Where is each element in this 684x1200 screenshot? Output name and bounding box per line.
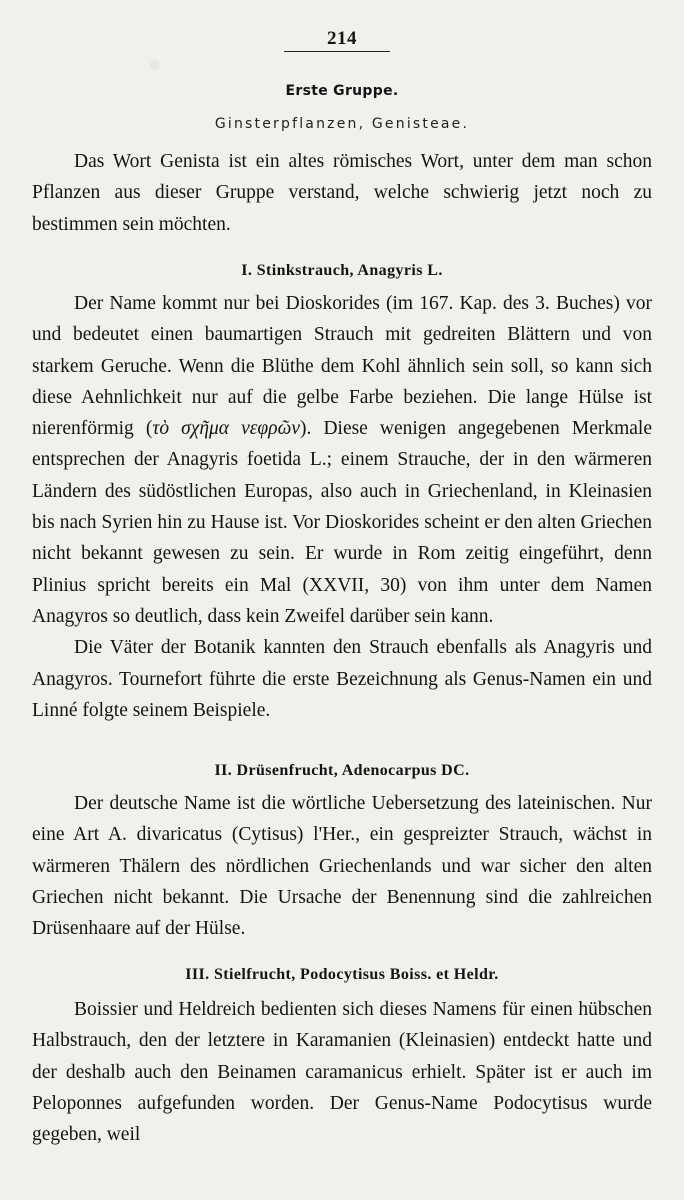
- greek-quote: τὸ σχῆμα νεφρῶν: [152, 418, 301, 440]
- section-1-body: [32, 288, 652, 726]
- paper-stain: [150, 60, 160, 70]
- section-heading-2: II. Drüsenfrucht, Adenocarpus DC.: [214, 762, 470, 779]
- intro-text: Das Wort Genista ist ein altes römisches Wort, unter dem man schon Pflanzen aus dieser Gruppe verstand, welche schwierig jetzt noch zu bestimmen sein möchten.: [32, 151, 652, 235]
- group-title: Erste Gruppe.: [285, 83, 399, 99]
- section-3-paragraph-1: Boissier und Heldreich bedienten sich dieses Namens für einen hübschen Halbstrauch, den der letztere in Karamanien (Kleinasien) entdeckt hatte und der deshalb auch den Beinamen caramanicus erhielt. Später ist er auch im Peloponnes aufgefunden worden. Der Genus-Name Podocytisus wurde gegeben, weil: [32, 999, 652, 1146]
- section-1-paragraph-2: Die Väter der Botanik kannten den Strauch ebenfalls als Anagyris und Anagyros. Tournefort führte die erste Bezeichnung als Genus-Namen ein und Linné folgte seinem Beispiele.: [32, 637, 652, 721]
- section-heading-3: III. Stielfrucht, Podocytisus Boiss. et Heldr.: [185, 966, 499, 983]
- section-3-body: [32, 994, 652, 1150]
- section-2-paragraph-1: Der deutsche Name ist die wörtliche Uebersetzung des lateinischen. Nur eine Art A. divaricatus (Cytisus) l'Her., ein gespreizter Strauch, wächst in wärmeren Thälern des nördlichen Griechenlands und war sicher den alten Griechen nicht bekannt. Die Ursache der Benennung sind die zahlreichen Drüsenhaare auf der Hülse.: [32, 793, 652, 940]
- group-subtitle: Ginsterpflanzen, Genisteae.: [214, 116, 470, 132]
- intro-paragraph: [32, 146, 652, 240]
- section-heading-1: I. Stinkstrauch, Anagyris L.: [241, 262, 443, 279]
- header-rule: [284, 51, 390, 52]
- section-1-paragraph-1: Der Name kommt nur bei Dioskorides (im 167. Kap. des 3. Buches) vor und bedeutet einen baumartigen Strauch mit gedreiten Blättern und von starkem Geruche. Wenn die Blüthe dem Kohl ähnlich sein soll, so kann sich diese Aehnlichkeit nur auf die gelbe Farbe beziehen. Die lange Hülse ist nierenförmig (τὸ σχῆμα νεφρῶν). Diese wenigen angegebenen Merkmale entsprechen der Anagyris foetida L.; einem Strauche, der in den wärmeren Ländern des südöstlichen Europas, also auch in Griechenland, in Kleinasien bis nach Syrien hin zu Hause ist. Vor Dioskorides scheint er den alten Griechen nicht bekannt gewesen zu sein. Er wurde in Rom zeitig eingeführt, denn Plinius spricht bereits ein Mal (XXVII, 30) von ihm unter dem Namen Anagyros so deutlich, dass kein Zweifel darüber sein kann.: [32, 293, 652, 627]
- section-2-body: [32, 788, 652, 944]
- page-number: 214: [327, 28, 357, 49]
